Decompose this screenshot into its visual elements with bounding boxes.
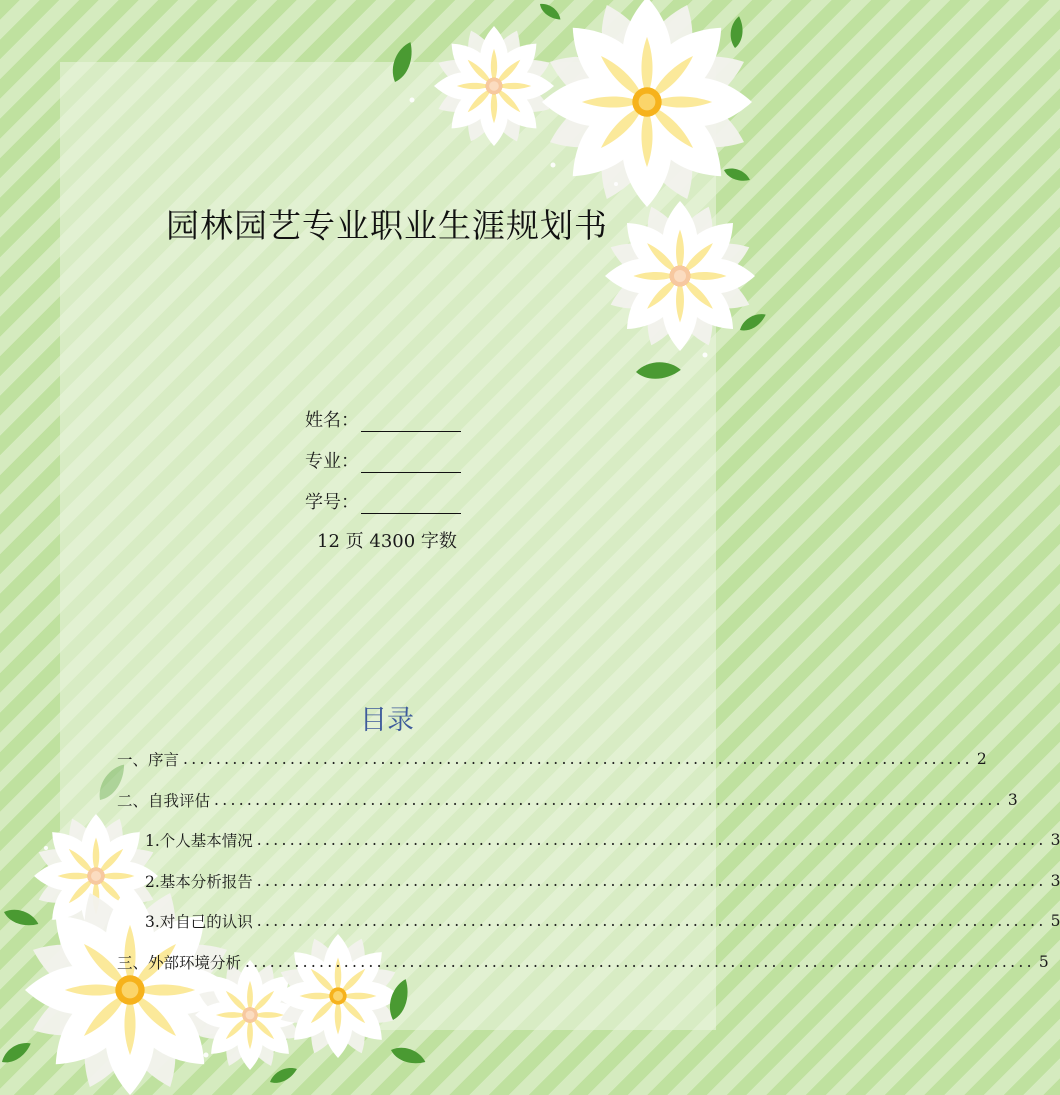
green-leaf-icon (389, 1041, 427, 1071)
green-leaf-icon (635, 359, 681, 383)
student-id-field[interactable] (305, 488, 461, 514)
toc-entry[interactable] (117, 950, 1049, 974)
toc-entry-page: 2 (976, 750, 987, 768)
green-leaf-icon (538, 0, 562, 24)
white-flower-icon (434, 26, 555, 147)
toc-entry[interactable] (145, 828, 1060, 852)
student-id-label: 学号： (305, 492, 359, 513)
name-field[interactable] (305, 406, 461, 432)
major-blank[interactable] (361, 452, 461, 473)
toc-leader: ................................................................................................ (183, 750, 973, 768)
toc-entry[interactable] (145, 869, 1060, 893)
green-leaf-icon (726, 15, 748, 49)
toc-leader: ................................................................................................ (256, 912, 1047, 930)
toc-entry-label: 二、自我评估 (117, 792, 211, 810)
document-title: 园林园艺专业职业生涯规划书 (166, 206, 608, 245)
toc-entry-page: 3 (1050, 872, 1060, 890)
toc-heading: 目录 (360, 705, 414, 736)
toc-entry[interactable] (117, 788, 1018, 812)
name-label: 姓名： (305, 410, 359, 431)
toc-entry-label: 3.对自己的认识 (145, 913, 253, 931)
major-label: 专业： (305, 451, 359, 472)
toc-entry-page: 5 (1050, 912, 1060, 930)
green-leaf-icon (0, 1040, 34, 1065)
name-blank[interactable] (361, 411, 461, 432)
white-flower-icon (541, 0, 753, 208)
toc-entry-page: 3 (1050, 831, 1060, 849)
green-leaf-icon (2, 903, 40, 933)
student-id-blank[interactable] (361, 493, 461, 514)
toc-entry-label: 一、序言 (117, 751, 180, 769)
toc-entry-page: 3 (1007, 791, 1018, 809)
toc-entry-page: 5 (1038, 953, 1049, 971)
toc-entry-label: 2.基本分析报告 (145, 873, 253, 891)
toc-entry-label: 三、外部环境分析 (117, 954, 242, 972)
toc-leader: ................................................................................................ (245, 953, 1035, 971)
page-info: 12 页 4300 字数 (317, 531, 457, 552)
green-leaf-icon (723, 163, 752, 187)
toc-leader: ................................................................................................ (256, 872, 1047, 890)
toc-leader: ................................................................................................ (256, 831, 1047, 849)
green-leaf-icon (268, 1066, 299, 1085)
toc-leader: ................................................................................................ (214, 791, 1004, 809)
major-field[interactable] (305, 447, 461, 473)
green-leaf-icon (384, 40, 421, 85)
toc-entry[interactable] (145, 909, 1060, 933)
toc-entry-label: 1.个人基本情况 (145, 832, 253, 850)
green-leaf-icon (737, 312, 769, 333)
toc-entry[interactable] (117, 747, 987, 771)
